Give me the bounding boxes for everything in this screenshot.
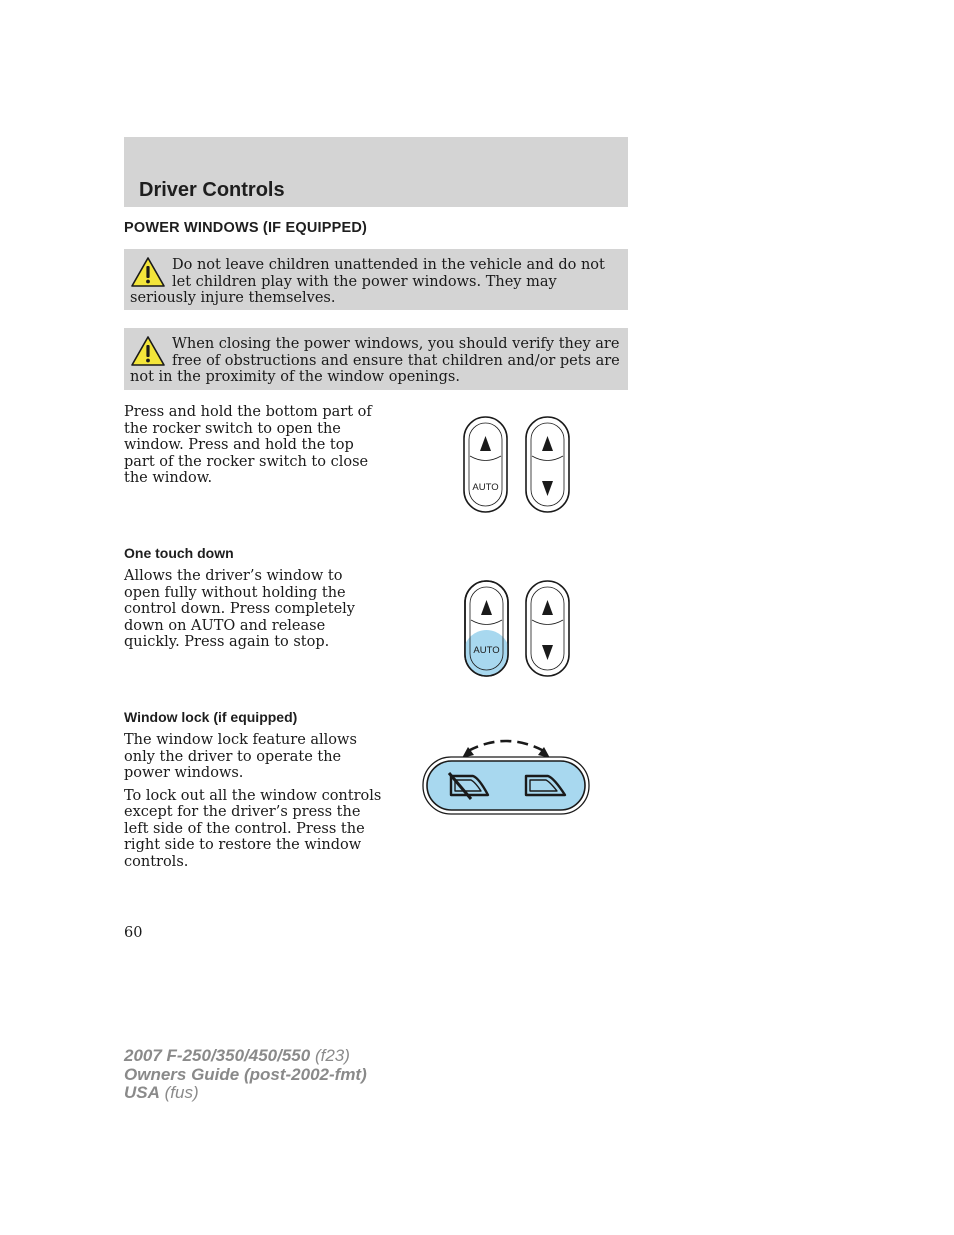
footer (124, 1047, 367, 1103)
page-title: Driver Controls (139, 179, 285, 201)
intro-text: Press and hold the bottom part of the rocker switch to open the window. Press and hold the top part of the rocker switch to close the window. (124, 404, 372, 486)
window-lock-text-1: The window lock feature allows only the driver to operate the power windows. (124, 732, 357, 781)
warning-box (124, 249, 628, 310)
footer-model-code: (f23) (314, 1046, 350, 1065)
warning-box (124, 328, 628, 390)
rocker-switch-passenger (526, 581, 569, 676)
window-lock-figure (418, 733, 594, 819)
footer-guide: Owners Guide (post-2002-fmt) (124, 1064, 367, 1084)
window-lock-heading: Window lock (if equipped) (124, 709, 298, 725)
one-touch-text: Allows the driver’s window to open fully without holding the control down. Press completely down on AUTO and release quickly. Press again to stop. (124, 568, 356, 650)
footer-model: 2007 F-250/350/450/550 (124, 1046, 311, 1065)
one-touch-paragraph (124, 568, 382, 657)
intro-paragraph (124, 404, 382, 493)
warning-triangle-icon (130, 335, 166, 367)
rocker-switch-driver (464, 581, 510, 676)
one-touch-figure (455, 576, 580, 682)
footer-market-code: (fus) (164, 1083, 199, 1102)
page-number: 60 (124, 925, 143, 941)
one-touch-heading: One touch down (124, 545, 234, 561)
auto-label: AUTO (472, 482, 499, 493)
rocker-switch-driver (464, 417, 507, 512)
rocker-switch-figure (455, 412, 580, 518)
rocker-switch-passenger (526, 417, 569, 512)
warning-text: When closing the power windows, you should verify they are free of obstructions and ensure that children and/or pets are not in the proximity of the window openings. (130, 336, 620, 385)
auto-label: AUTO (473, 645, 500, 656)
warning-text: Do not leave children unattended in the vehicle and do not let children play with the power windows. They may seriously injure themselves. (130, 257, 605, 306)
footer-market: USA (124, 1083, 160, 1102)
section-heading: POWER WINDOWS (IF EQUIPPED) (124, 220, 368, 236)
dashed-arrow-icon (462, 741, 550, 758)
window-lock-text-2: To lock out all the window controls except for the driver’s press the left side of the control. Press the right side to restore the window controls. (124, 787, 382, 870)
window-lock-paragraphs (124, 732, 382, 876)
warning-triangle-icon (130, 256, 166, 288)
